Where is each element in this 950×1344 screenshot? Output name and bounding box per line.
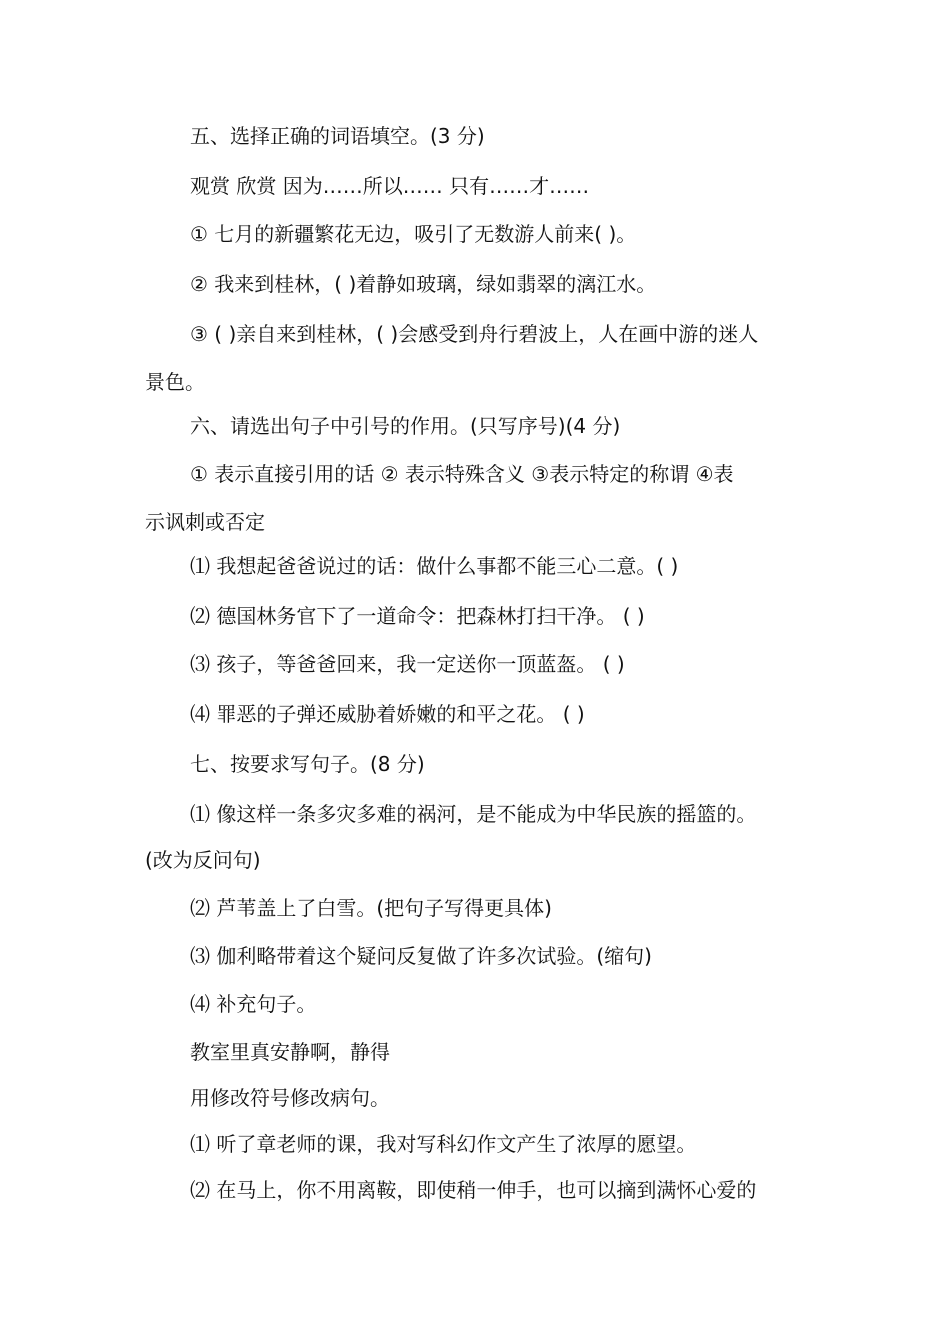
- question-seven-1-continued: (改为反问句): [145, 848, 261, 872]
- question-five-3-continued: 景色。: [145, 370, 205, 394]
- options-list: ① 表示直接引用的话 ② 表示特殊含义 ③表示特定的称谓 ④表: [190, 462, 734, 486]
- question-five-1: ① 七月的新疆繁花无边，吸引了无数游人前来( )。: [190, 222, 637, 246]
- question-six-4: ⑷ 罪恶的子弹还威胁着娇嫩的和平之花。 ( ): [190, 702, 585, 726]
- fill-sentence: 教室里真安静啊，静得: [190, 1040, 390, 1064]
- question-seven-2: ⑵ 芦苇盖上了白雪。(把句子写得更具体): [190, 896, 552, 920]
- correction-2: ⑵ 在马上，你不用离鞍，即使稍一伸手，也可以摘到满怀心爱的: [190, 1178, 757, 1202]
- correction-instruction: 用修改符号修改病句。: [190, 1086, 390, 1110]
- question-six-2: ⑵ 德国林务官下了一道命令：把森林打扫干净。 ( ): [190, 604, 645, 628]
- question-five-3: ③ ( )亲自来到桂林，( )会感受到舟行碧波上，人在画中游的迷人: [190, 322, 759, 346]
- section-five-heading: 五、选择正确的词语填空。(3 分): [190, 124, 485, 148]
- question-seven-1: ⑴ 像这样一条多灾多难的祸河，是不能成为中华民族的摇篮的。: [190, 802, 757, 826]
- word-bank: 观赏 欣赏 因为……所以…… 只有……才……: [190, 174, 590, 198]
- question-six-3: ⑶ 孩子，等爸爸回来，我一定送你一顶蓝盔。 ( ): [190, 652, 625, 676]
- section-seven-heading: 七、按要求写句子。(8 分): [190, 752, 425, 776]
- question-seven-4: ⑷ 补充句子。: [190, 992, 317, 1016]
- question-seven-3: ⑶ 伽利略带着这个疑问反复做了许多次试验。(缩句): [190, 944, 652, 968]
- section-six-heading: 六、请选出句子中引号的作用。(只写序号)(4 分): [190, 414, 621, 438]
- question-five-2: ② 我来到桂林，( )着静如玻璃，绿如翡翠的漓江水。: [190, 272, 657, 296]
- correction-1: ⑴ 听了章老师的课，我对写科幻作文产生了浓厚的愿望。: [190, 1132, 697, 1156]
- question-six-1: ⑴ 我想起爸爸说过的话：做什么事都不能三心二意。( ): [190, 554, 679, 578]
- options-list-continued: 示讽刺或否定: [145, 510, 265, 534]
